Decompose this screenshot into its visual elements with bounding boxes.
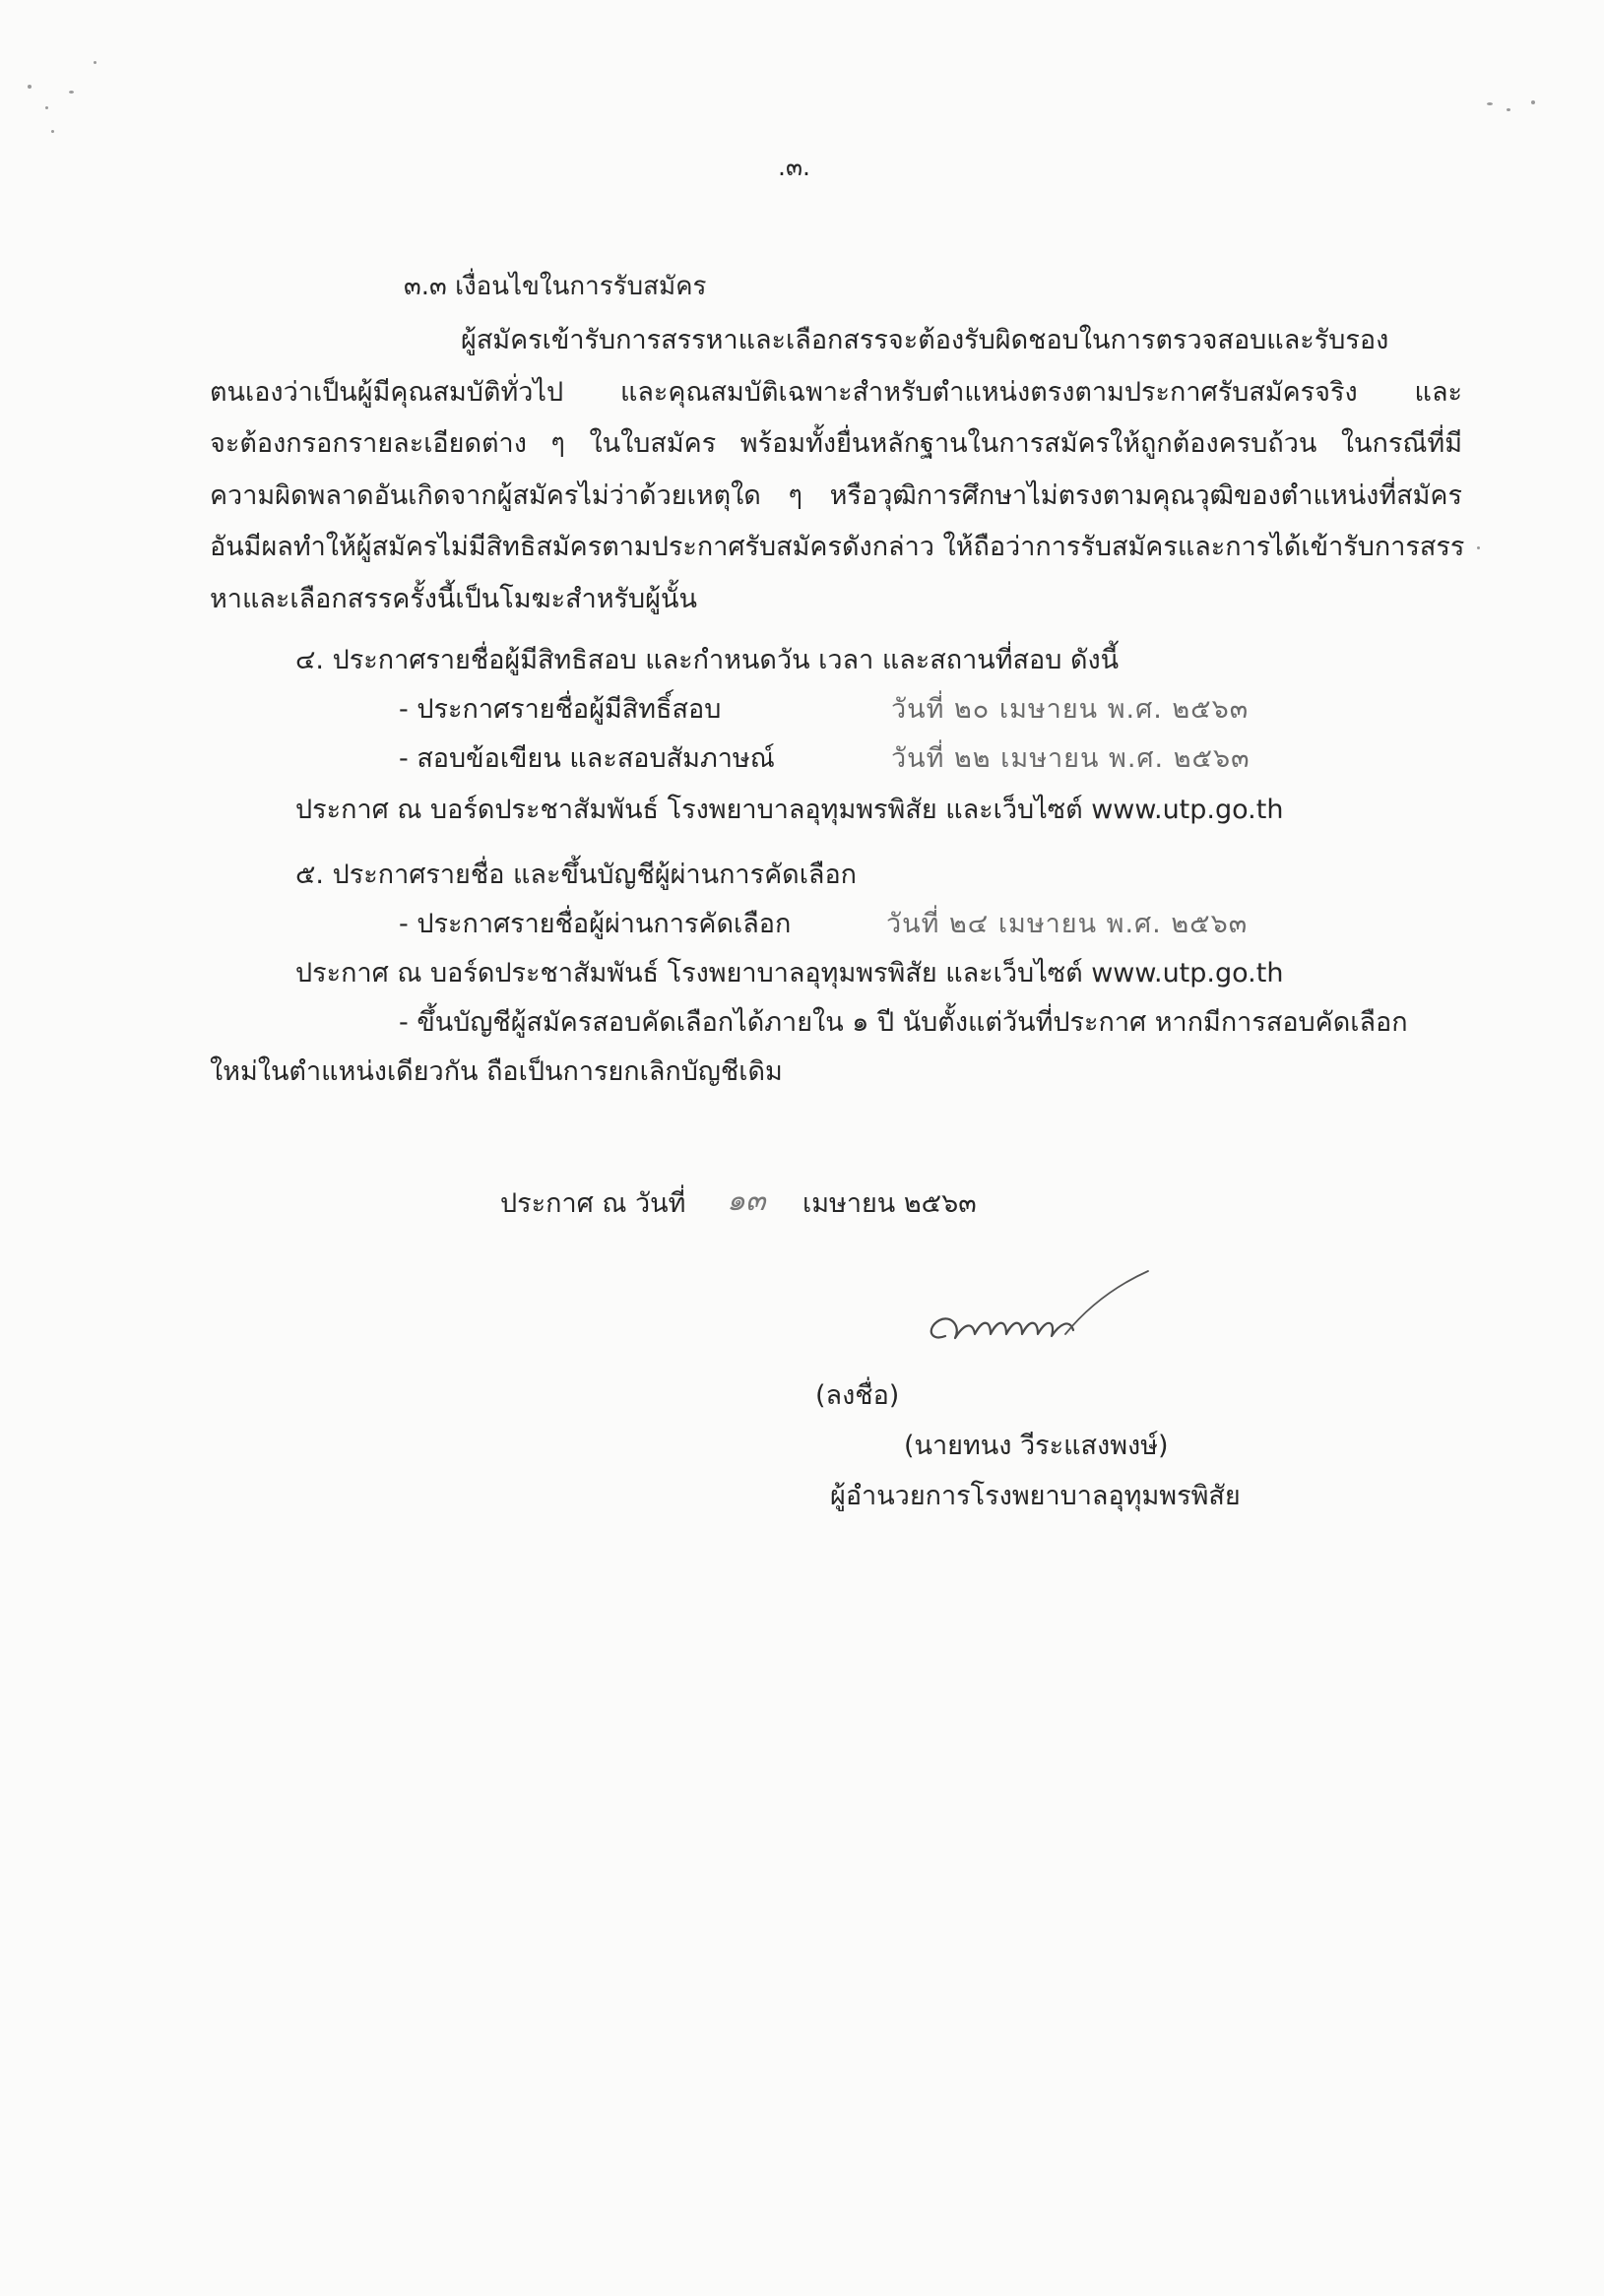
page-number: .๓. [778,153,810,181]
scan-speck [1531,100,1535,104]
section-4-notice: ประกาศ ณ บอร์ดประชาสัมพันธ์ โรงพยาบาลอุทุมพรพิสัย และเว็บไซต์ www.utp.go.th [295,795,1284,825]
scan-speck [45,106,48,109]
schedule-item-date: วันที่ ๒๐ เมษายน พ.ศ. ๒๕๖๓ [891,694,1250,725]
schedule-item-label: - ประกาศรายชื่อผู้มีสิทธิ์สอบ [399,694,722,725]
schedule-item-label: - สอบข้อเขียน และสอบสัมภาษณ์ [399,743,775,774]
section-4-heading: ๔. ประกาศรายชื่อผู้มีสิทธิสอบ และกำหนดวัน เวลา และสถานที่สอบ ดังนี้ [295,645,1120,675]
scan-speck [1477,546,1480,549]
announcement-day-handwritten: ๑๓ [727,1183,766,1218]
schedule-item-label: - ประกาศรายชื่อผู้ผ่านการคัดเลือก [399,909,792,939]
scan-speck [51,130,54,133]
paragraph-line: ความผิดพลาดอันเกิดจากผู้สมัครไม่ว่าด้วยเหตุใด ๆ หรือวุฒิการศึกษาไม่ตรงตามคุณวุฒิของตำแหน่งที่สมัคร [210,479,1462,511]
announcement-prefix: ประกาศ ณ วันที่ [500,1188,686,1219]
section-5-note: ใหม่ในตำแหน่งเดียวกัน ถือเป็นการยกเลิกบัญชีเดิม [210,1056,783,1087]
paragraph-line: หาและเลือกสรรครั้งนี้เป็นโมฆะสำหรับผู้นั้น [210,583,697,614]
scan-speck [1507,108,1510,111]
section-5-heading: ๕. ประกาศรายชื่อ และขึ้นบัญชีผู้ผ่านการคัดเลือก [295,860,858,890]
announcement-month-year: เมษายน ๒๕๖๓ [802,1188,977,1219]
scan-speck [28,85,32,89]
paragraph-line: ผู้สมัครเข้ารับการสรรหาและเลือกสรรจะต้องรับผิดชอบในการตรวจสอบและรับรอง [461,325,1389,355]
schedule-item-date: วันที่ ๒๔ เมษายน พ.ศ. ๒๕๖๓ [886,909,1249,939]
scan-speck [94,61,96,64]
paragraph-line: อันมีผลทำให้ผู้สมัครไม่มีสิทธิสมัครตามประกาศรับสมัครดังกล่าว ให้ถือว่าการรับสมัครและการได้เข้ารับการสรร [210,532,1465,562]
paragraph-line: ตนเองว่าเป็นผู้มีคุณสมบัติทั่วไป และคุณสมบัติเฉพาะสำหรับตำแหน่งตรงตามประกาศรับสมัครจริง และ [210,376,1462,408]
signer-position: ผู้อำนวยการโรงพยาบาลอุทุมพรพิสัย [830,1481,1241,1511]
schedule-item-date: วันที่ ๒๒ เมษายน พ.ศ. ๒๕๖๓ [891,743,1251,774]
scan-speck [69,91,74,94]
paragraph-line: จะต้องกรอกรายละเอียดต่าง ๆ ในใบสมัคร พร้อมทั้งยื่นหลักฐานในการสมัครให้ถูกต้องครบถ้วน ในกรณีที่มี [210,428,1462,459]
signer-name: (นายทนง วีระแสงพงษ์) [904,1431,1169,1461]
section-3-3-paragraph [210,315,1465,625]
section-5-note: - ขึ้นบัญชีผู้สมัครสอบคัดเลือกได้ภายใน ๑ ปี นับตั้งแต่วันที่ประกาศ หากมีการสอบคัดเลือก [399,1007,1408,1038]
scan-speck [1487,102,1493,105]
section-3-3-heading: ๓.๓ เงื่อนไขในการรับสมัคร [404,272,707,301]
handwritten-signature [926,1265,1182,1373]
sign-label: (ลงชื่อ) [815,1380,900,1411]
section-5-notice: ประกาศ ณ บอร์ดประชาสัมพันธ์ โรงพยาบาลอุทุมพรพิสัย และเว็บไซต์ www.utp.go.th [295,958,1284,989]
